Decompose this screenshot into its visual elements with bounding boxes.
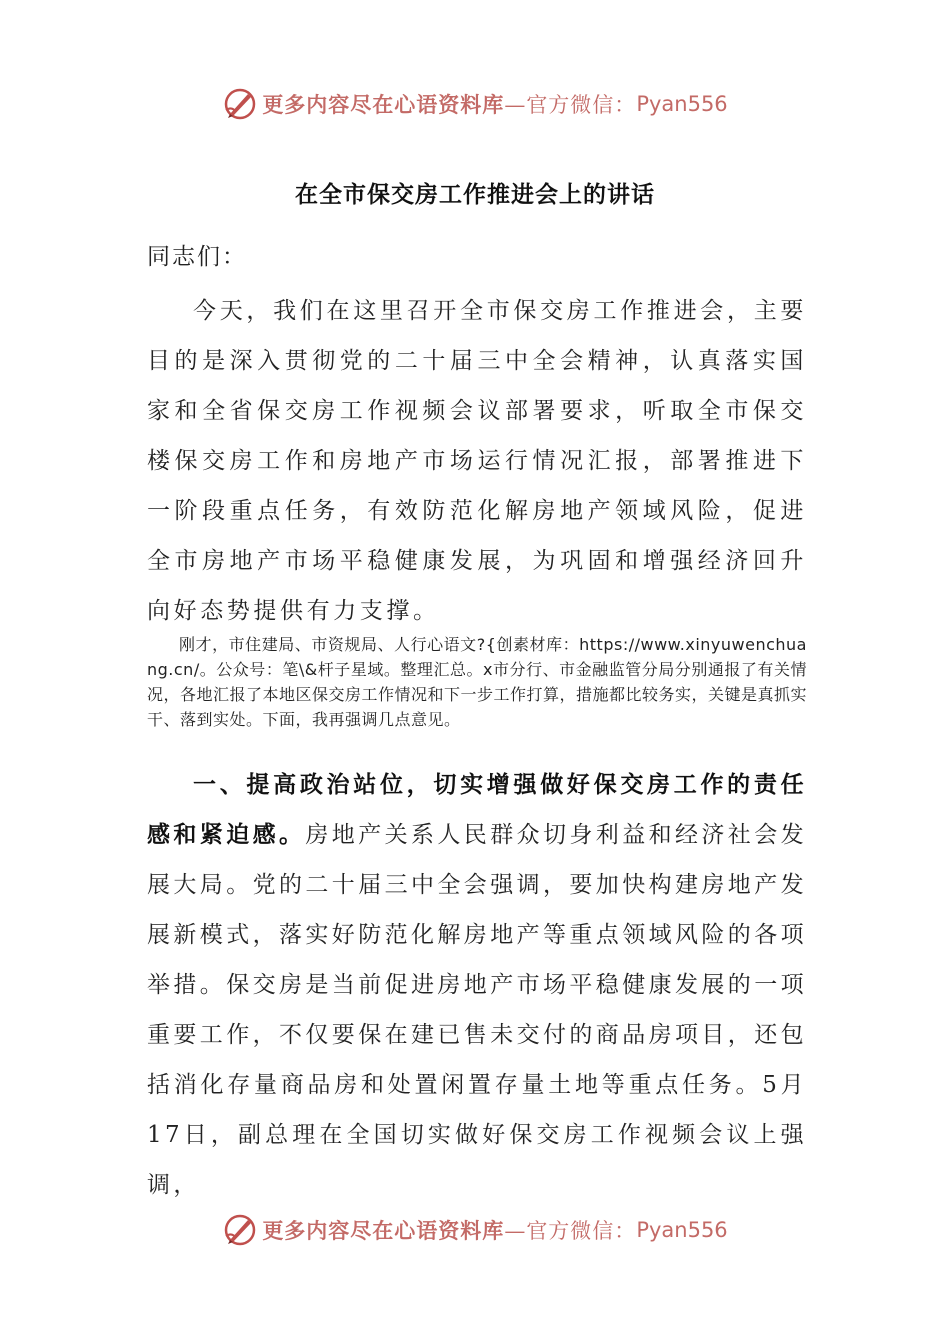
banner-main-text: 更多内容尽在心语资料库 [262,92,505,117]
section-one-body: 房地产关系人民群众切身利益和经济社会发展大局。党的二十届三中全会强调，要加快构建房地产发展新模式，落实好防范化解房地产等重点领域风险的各项举措。保交房是当前促进房地产市场平稳健康发展的一项重要工作，不仅要保在建已售未交付的商品房项目，还包括消化存量商品房和处置闲置存量土地等重点任务。5月17日，副总理在全国切实做好保交房工作视频会议上强调， [147,822,808,1198]
section-one-heading: 一、提高政治站位，切实增强做好保交房工作的责任感和紧迫感。 [147,772,807,848]
pen-logo-icon [222,86,258,122]
footer-watermark-banner [0,1210,950,1250]
banner-sub-text: —官方微信： [504,93,637,117]
salutation: 同志们： [147,244,247,270]
paragraph-reports: 刚才，市住建局、市资规局、人行心语文?{创素材库：https://www.xinyuwenchuang.cn/。公众号：笔\&杆子星域。整理汇总。x市分行、市金融监管分局分别通报了有关情况，各地汇报了本地区保交房工作情况和下一步工作打算，措施都比较务实，关键是真抓实干、落到实处。下面，我再强调几点意见。 [147,635,808,729]
document-title: 在全市保交房工作推进会上的讲话 [295,182,655,208]
banner-wechat-id: Pyan556 [636,1218,728,1242]
pen-logo-icon [222,1212,258,1248]
banner-main-text: 更多内容尽在心语资料库 [262,1218,505,1243]
header-watermark-banner [0,84,950,124]
paragraph-intro: 今天，我们在这里召开全市保交房工作推进会，主要目的是深入贯彻党的二十届三中全会精神，认真落实国家和全省保交房工作视频会议部署要求，听取全市保交楼保交房工作和房地产市场运行情况汇报，部署推进下一阶段重点任务，有效防范化解房地产领域风险，促进全市房地产市场平稳健康发展，为巩固和增强经济回升向好态势提供有力支撑。 [147,298,807,624]
banner-wechat-id: Pyan556 [636,92,728,116]
paragraph-section-one [147,760,807,1210]
banner-sub-text: —官方微信： [504,1219,637,1243]
